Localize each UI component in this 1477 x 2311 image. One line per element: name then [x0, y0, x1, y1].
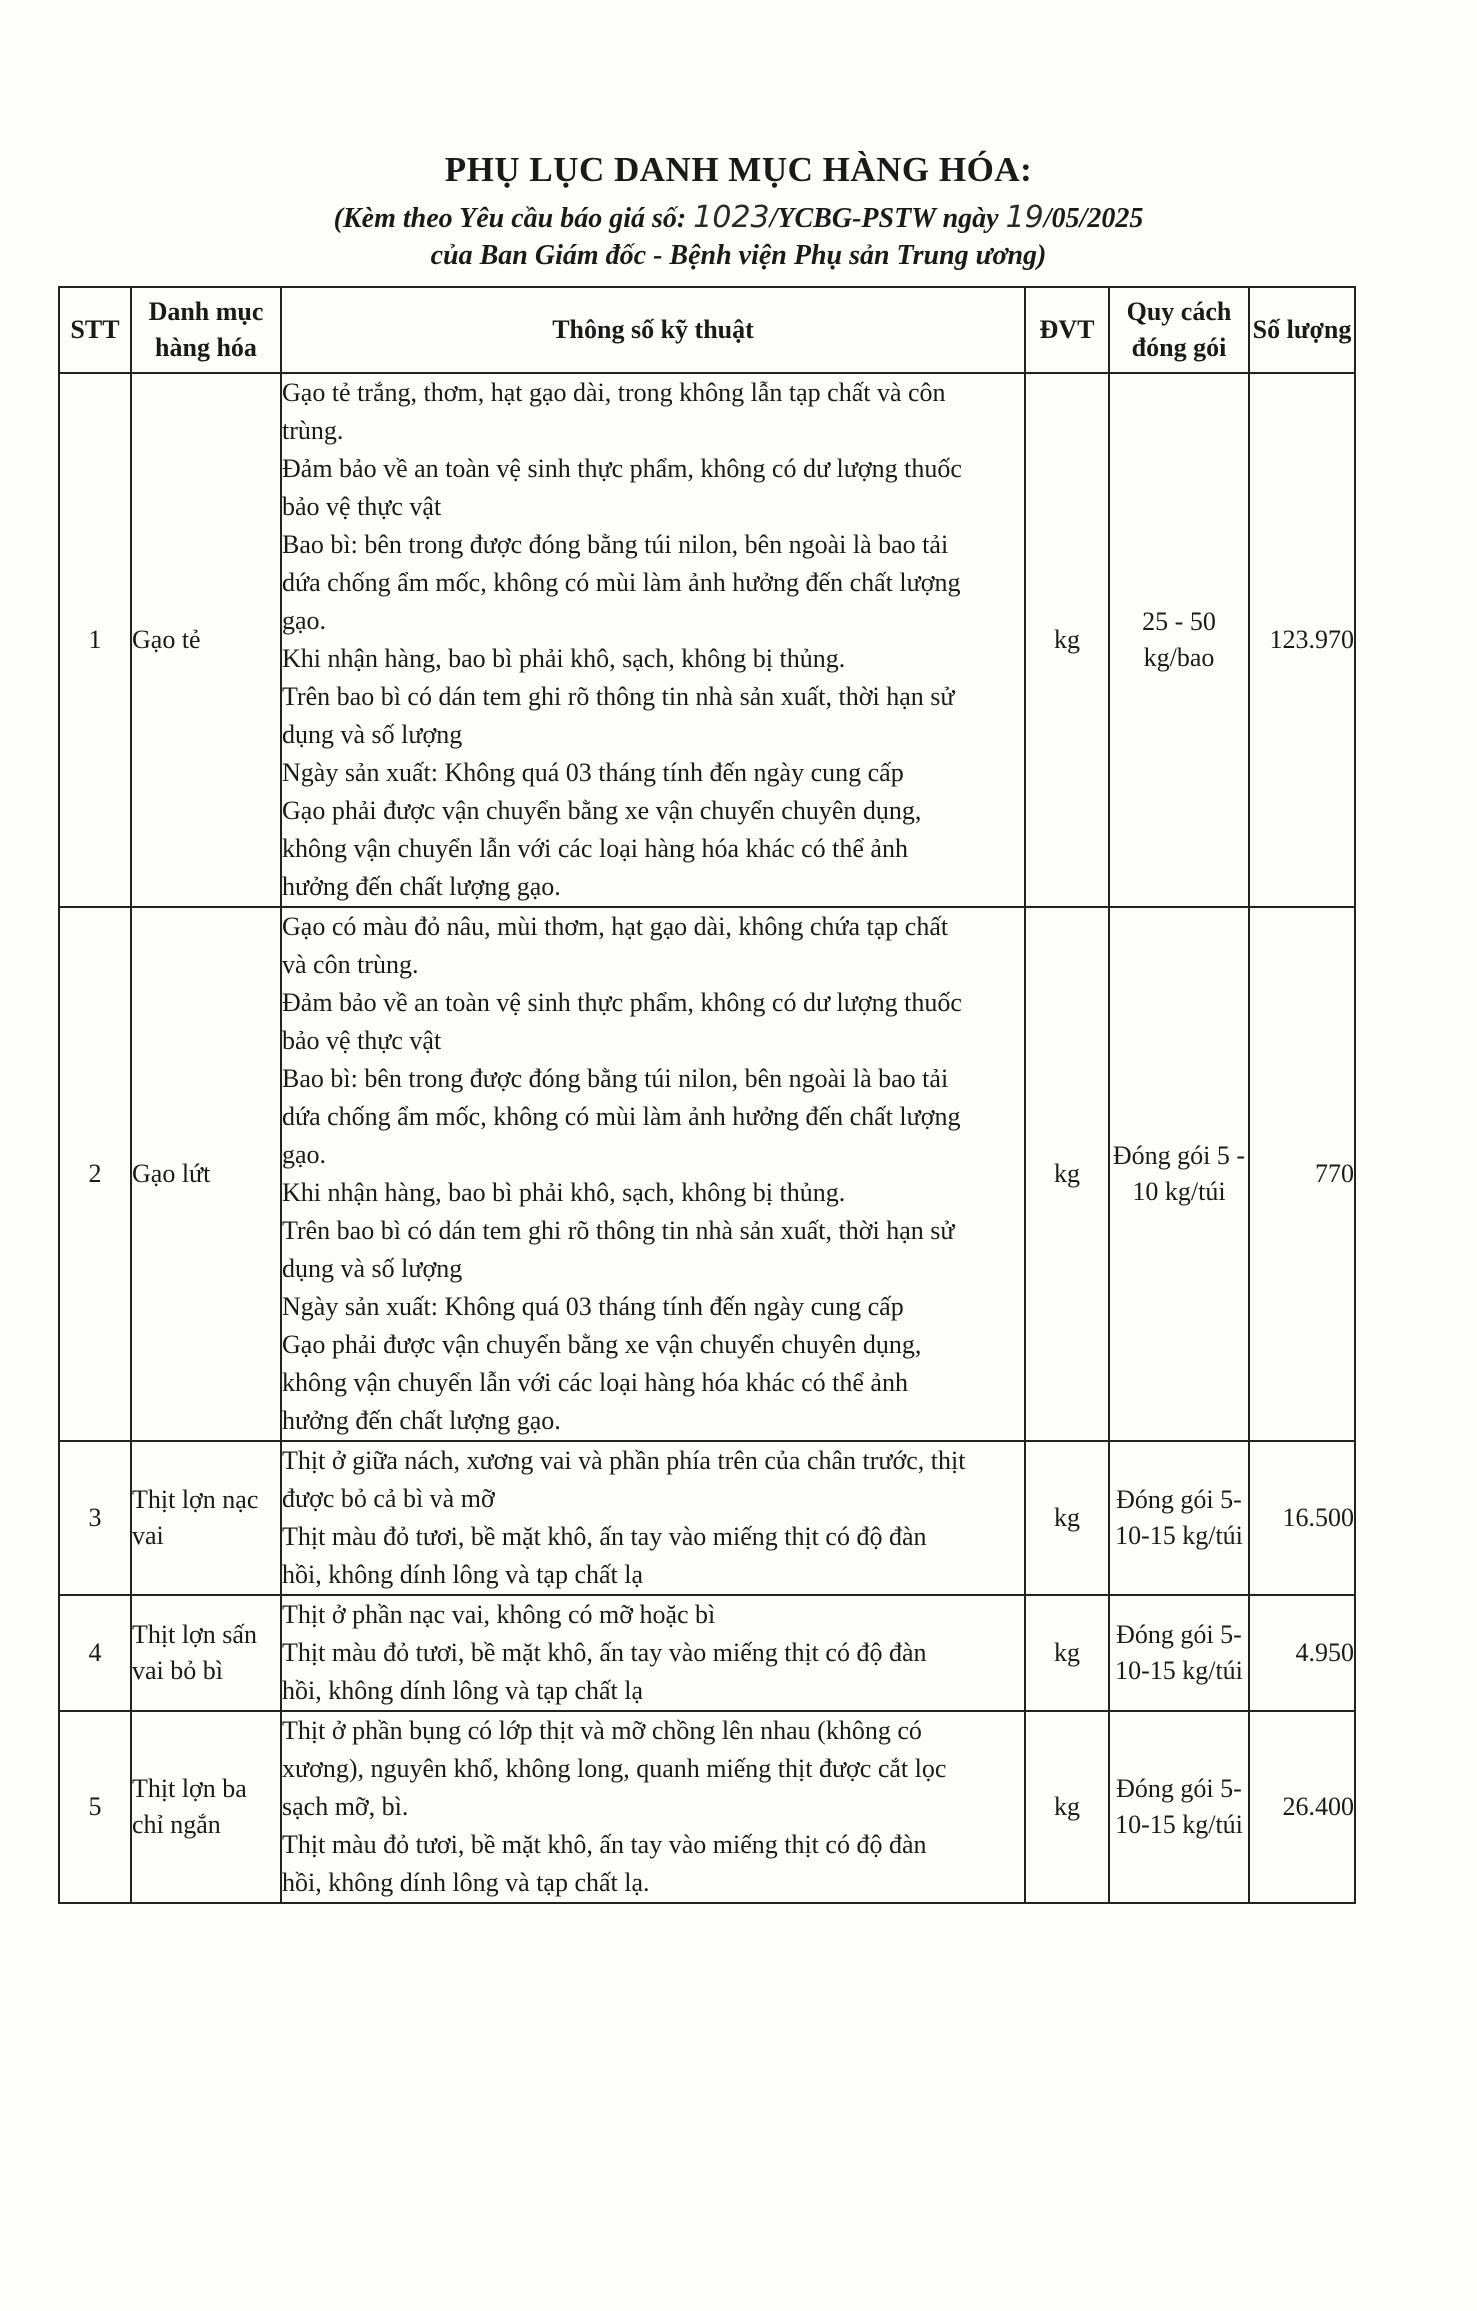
row-packaging: 25 - 50 kg/bao	[1109, 373, 1249, 907]
spec-line: Đảm bảo về an toàn vệ sinh thực phẩm, không có dư lượng thuốc	[282, 988, 962, 1017]
document-issuer: của Ban Giám đốc - Bệnh viện Phụ sản Trung ương)	[430, 240, 1047, 271]
header-stt: STT	[59, 287, 131, 373]
document-subtitle	[0, 200, 1477, 235]
row-item-name: Gạo lứt	[131, 907, 281, 1441]
row-unit: kg	[1025, 907, 1109, 1441]
spec-line: hưởng đến chất lượng gạo.	[282, 872, 561, 901]
row-stt: 1	[59, 373, 131, 907]
spec-line: và côn trùng.	[282, 950, 419, 979]
date-rest: /05/2025	[1043, 203, 1144, 234]
row-spec	[281, 373, 1025, 907]
row-packaging: Đóng gói 5-10-15 kg/túi	[1109, 1711, 1249, 1903]
row-spec	[281, 1711, 1025, 1903]
row-unit: kg	[1025, 1441, 1109, 1595]
row-item-name: Thịt lợn ba chỉ ngắn	[131, 1711, 281, 1903]
table-header-row	[59, 287, 1355, 373]
spec-line: Trên bao bì có dán tem ghi rõ thông tin nhà sản xuất, thời hạn sử	[282, 1216, 955, 1245]
row-quantity: 26.400	[1249, 1711, 1355, 1903]
row-spec	[281, 1595, 1025, 1711]
spec-line: được bỏ cả bì và mỡ	[282, 1484, 495, 1513]
spec-line: hồi, không dính lông và tạp chất lạ	[282, 1676, 644, 1705]
spec-line: bảo vệ thực vật	[282, 1026, 442, 1055]
spec-line: Gạo phải được vận chuyển bằng xe vận chuyển chuyên dụng,	[282, 796, 922, 825]
row-quantity: 4.950	[1249, 1595, 1355, 1711]
row-packaging: Đóng gói 5 - 10 kg/túi	[1109, 907, 1249, 1441]
spec-line: Thịt màu đỏ tươi, bề mặt khô, ấn tay vào miếng thịt có độ đàn	[282, 1522, 927, 1551]
date-day-handwritten: 19	[1005, 200, 1044, 235]
spec-line: dụng và số lượng	[282, 1254, 463, 1283]
spec-line: hưởng đến chất lượng gạo.	[282, 1406, 561, 1435]
spec-line: trùng.	[282, 416, 344, 445]
spec-line: gạo.	[282, 606, 327, 635]
row-item-name: Gạo tẻ	[131, 373, 281, 907]
row-item-name: Thịt lợn nạc vai	[131, 1441, 281, 1595]
table-row	[59, 373, 1355, 907]
table-row	[59, 1441, 1355, 1595]
row-stt: 3	[59, 1441, 131, 1595]
header-unit: ĐVT	[1025, 287, 1109, 373]
spec-line: Gạo phải được vận chuyển bằng xe vận chuyển chuyên dụng,	[282, 1330, 922, 1359]
spec-line: Thịt ở phần bụng có lớp thịt và mỡ chồng lên nhau (không có	[282, 1716, 922, 1745]
row-quantity: 123.970	[1249, 373, 1355, 907]
spec-line: bảo vệ thực vật	[282, 492, 442, 521]
request-number-handwritten: 1023	[693, 200, 770, 235]
header-pack: Quy cách đóng gói	[1109, 287, 1249, 373]
row-stt: 2	[59, 907, 131, 1441]
table-body	[59, 373, 1355, 1903]
document-title: PHỤ LỤC DANH MỤC HÀNG HÓA:	[444, 150, 1033, 189]
spec-line: Ngày sản xuất: Không quá 03 tháng tính đến ngày cung cấp	[282, 758, 904, 787]
header-spec: Thông số kỹ thuật	[281, 287, 1025, 373]
row-unit: kg	[1025, 373, 1109, 907]
spec-line: hồi, không dính lông và tạp chất lạ.	[282, 1868, 650, 1897]
row-stt: 5	[59, 1711, 131, 1903]
spec-line: Bao bì: bên trong được đóng bằng túi nilon, bên ngoài là bao tải	[282, 1064, 949, 1093]
spec-line: xương), nguyên khổ, không long, quanh miếng thịt được cắt lọc	[282, 1754, 947, 1783]
row-item-name: Thịt lợn sấn vai bỏ bì	[131, 1595, 281, 1711]
table-row	[59, 1595, 1355, 1711]
spec-line: Thịt ở giữa nách, xương vai và phần phía trên của chân trước, thịt	[282, 1446, 966, 1475]
table-row	[59, 1711, 1355, 1903]
spec-line: dứa chống ẩm mốc, không có mùi làm ảnh hưởng đến chất lượng	[282, 568, 961, 597]
spec-line: Đảm bảo về an toàn vệ sinh thực phẩm, không có dư lượng thuốc	[282, 454, 962, 483]
spec-line: Thịt màu đỏ tươi, bề mặt khô, ấn tay vào miếng thịt có độ đàn	[282, 1638, 927, 1667]
header-qty: Số lượng	[1249, 287, 1355, 373]
table-row	[59, 907, 1355, 1441]
spec-line: Gạo tẻ trắng, thơm, hạt gạo dài, trong không lẫn tạp chất và côn	[282, 378, 946, 407]
spec-line: Ngày sản xuất: Không quá 03 tháng tính đến ngày cung cấp	[282, 1292, 904, 1321]
spec-line: dụng và số lượng	[282, 720, 463, 749]
spec-line: gạo.	[282, 1140, 327, 1169]
spec-line: dứa chống ẩm mốc, không có mùi làm ảnh hưởng đến chất lượng	[282, 1102, 961, 1131]
subtitle-prefix: (Kèm theo Yêu cầu báo giá số:	[333, 203, 687, 234]
row-spec	[281, 907, 1025, 1441]
row-unit: kg	[1025, 1595, 1109, 1711]
spec-line: Khi nhận hàng, bao bì phải khô, sạch, không bị thủng.	[282, 1178, 846, 1207]
row-spec	[281, 1441, 1025, 1595]
subtitle-middle: /YCBG-PSTW ngày	[769, 203, 999, 234]
goods-table	[58, 286, 1356, 1904]
spec-line: hồi, không dính lông và tạp chất lạ	[282, 1560, 644, 1589]
row-packaging: Đóng gói 5-10-15 kg/túi	[1109, 1595, 1249, 1711]
spec-line: Thịt màu đỏ tươi, bề mặt khô, ấn tay vào miếng thịt có độ đàn	[282, 1830, 927, 1859]
spec-line: Bao bì: bên trong được đóng bằng túi nilon, bên ngoài là bao tải	[282, 530, 949, 559]
row-packaging: Đóng gói 5-10-15 kg/túi	[1109, 1441, 1249, 1595]
spec-line: Gạo có màu đỏ nâu, mùi thơm, hạt gạo dài, không chứa tạp chất	[282, 912, 949, 941]
spec-line: Trên bao bì có dán tem ghi rõ thông tin nhà sản xuất, thời hạn sử	[282, 682, 955, 711]
spec-line: sạch mỡ, bì.	[282, 1792, 409, 1821]
row-unit: kg	[1025, 1711, 1109, 1903]
spec-line: không vận chuyển lẫn với các loại hàng hóa khác có thể ảnh	[282, 834, 908, 863]
row-quantity: 770	[1249, 907, 1355, 1441]
header-name: Danh mục hàng hóa	[131, 287, 281, 373]
spec-line: không vận chuyển lẫn với các loại hàng hóa khác có thể ảnh	[282, 1368, 908, 1397]
row-quantity: 16.500	[1249, 1441, 1355, 1595]
spec-line: Khi nhận hàng, bao bì phải khô, sạch, không bị thủng.	[282, 644, 846, 673]
row-stt: 4	[59, 1595, 131, 1711]
spec-line: Thịt ở phần nạc vai, không có mỡ hoặc bì	[282, 1600, 716, 1629]
